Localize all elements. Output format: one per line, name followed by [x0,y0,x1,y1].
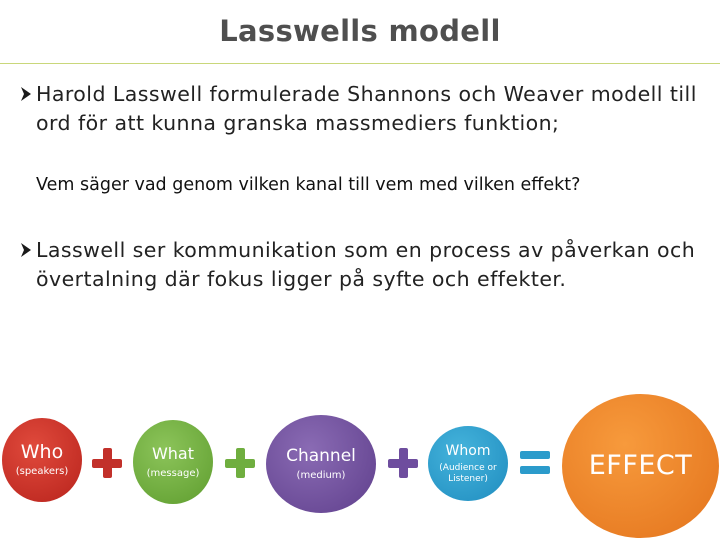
plus-icon [388,448,418,478]
equals-icon [520,451,550,477]
whom-circle [428,426,508,501]
bullet-text: Harold Lasswell formulerade Shannons och Weaver modell till ord för att kunna granska massmediers funktion; [36,82,697,135]
plus-icon [225,448,255,478]
channel-sublabel: (medium) [296,469,346,481]
what-label: What [151,443,195,463]
title-divider [0,63,720,64]
bullet-item-1 [21,80,711,138]
plus-icon [92,448,122,478]
whom-label: Whom [445,443,491,459]
arrow-bullet-icon [21,87,31,101]
who-label: Who [20,440,64,463]
who-sublabel: (speakers) [15,465,69,477]
bullet-text: Lasswell ser kommunikation som en process av påverkan och övertalning där fokus ligger på syfte och effekter. [36,238,696,291]
bullet-item-2 [21,236,711,294]
effect-label: EFFECT [588,450,693,481]
whom-sublabel: (Audience or Listener) [439,463,497,484]
who-circle [2,418,82,502]
arrow-bullet-icon [21,243,31,257]
what-sublabel: (message) [146,467,200,479]
question-text: Vem säger vad genom vilken kanal till vem med vilken effekt? [36,175,581,195]
lasswell-diagram [0,390,720,540]
what-circle [133,420,213,504]
effect-circle [562,394,719,538]
channel-circle [266,415,376,513]
slide-title: Lasswells modell [219,14,501,48]
channel-label: Channel [286,445,356,466]
